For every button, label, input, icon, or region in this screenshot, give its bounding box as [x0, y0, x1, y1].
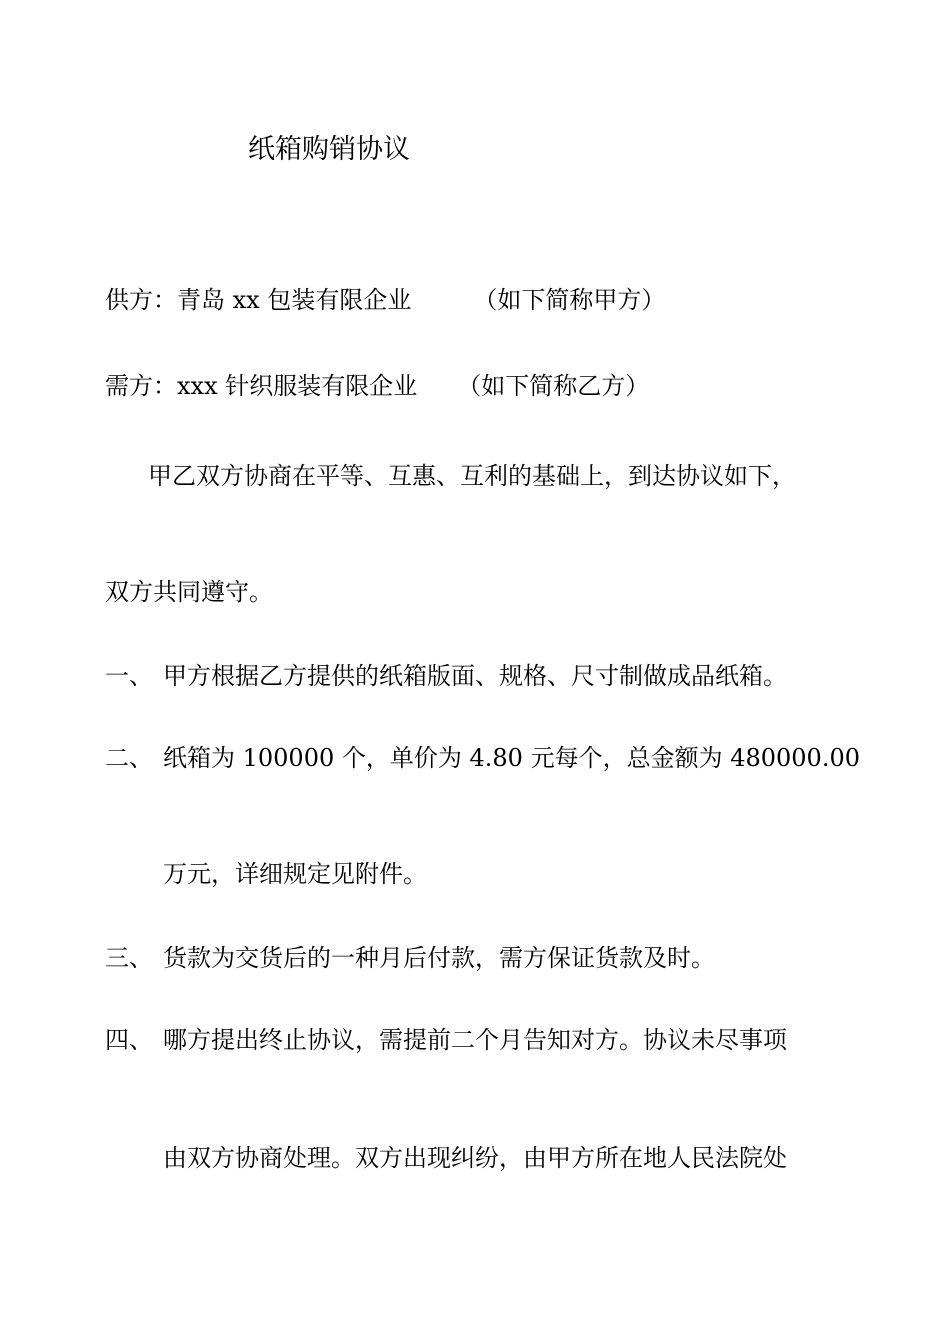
buyer-label: 需方：xxx 针织服装有限企业 — [105, 372, 418, 400]
clause-2 — [105, 742, 860, 774]
clause-number: 三、 — [105, 944, 153, 972]
clause-number: 一、 — [105, 662, 153, 690]
buyer-alias: （如下简称乙方） — [457, 372, 650, 400]
supplier-line — [105, 284, 665, 316]
clause-text: 甲方根据乙方提供的纸箱版面、规格、尺寸制做成品纸箱。 — [163, 662, 787, 690]
intro-paragraph-line-2: 双方共同遵守。 — [105, 578, 273, 606]
supplier-label: 供方：青岛 xx 包装有限企业 — [105, 286, 412, 314]
clause-text: 哪方提出终止协议，需提前二个月告知对方。协议未尽事项 — [163, 1026, 787, 1054]
clause-2-continuation: 万元，详细规定见附件。 — [163, 860, 427, 888]
clause-number: 四、 — [105, 1026, 153, 1054]
clause-4-continuation: 由双方协商处理。双方出现纠纷，由甲方所在地人民法院处 — [163, 1144, 787, 1172]
clause-1 — [105, 660, 787, 692]
clause-4 — [105, 1024, 787, 1056]
clause-text: 货款为交货后的一种月后付款，需方保证货款及时。 — [163, 944, 715, 972]
intro-paragraph-line-1: 甲乙双方协商在平等、互惠、互利的基础上，到达协议如下， — [148, 462, 796, 490]
clause-text: 纸箱为 100000 个，单价为 4.80 元每个，总金额为 480000.00 — [163, 744, 860, 772]
clause-3 — [105, 942, 715, 974]
buyer-line — [105, 370, 649, 402]
supplier-alias: （如下简称甲方） — [473, 286, 666, 314]
document-title: 纸箱购销协议 — [248, 134, 410, 165]
clause-number: 二、 — [105, 744, 153, 772]
